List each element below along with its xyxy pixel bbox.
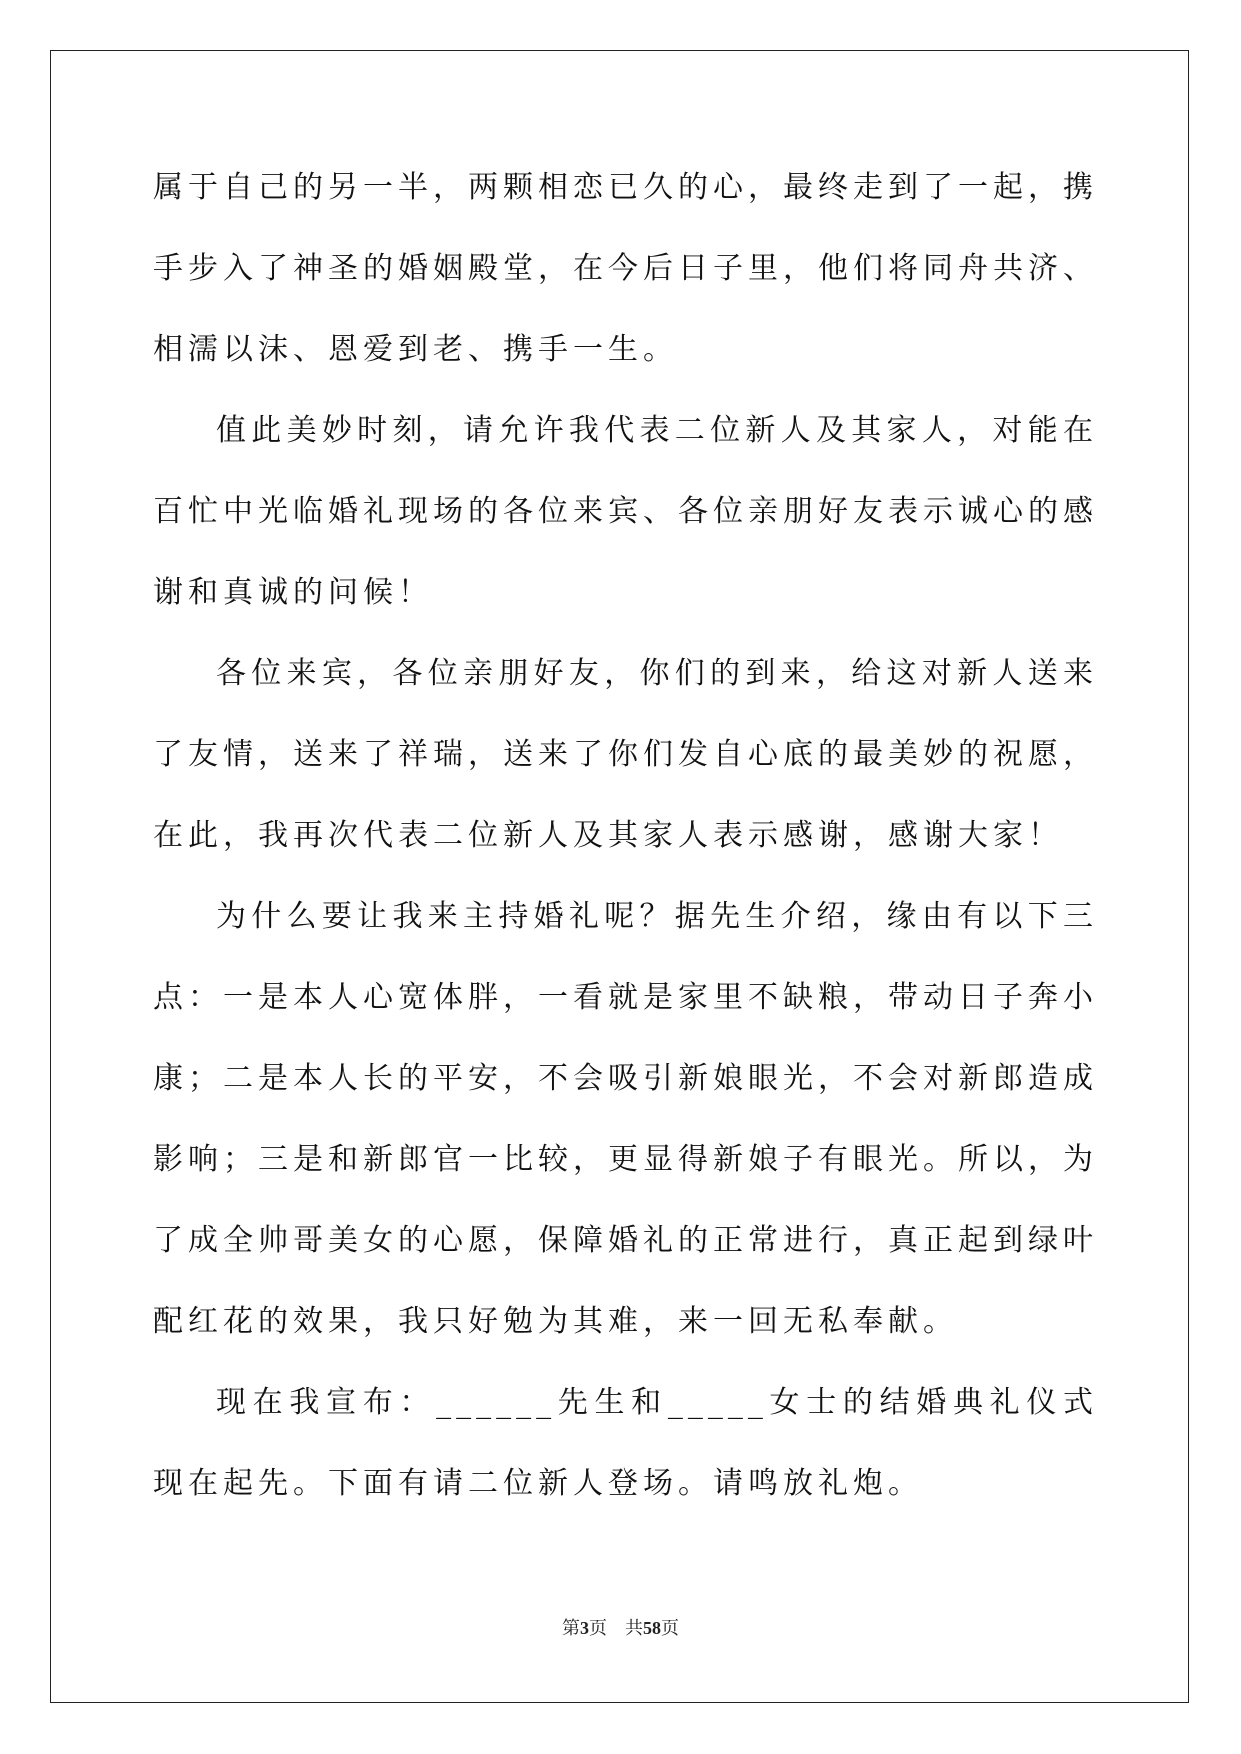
total-prefix: 共 xyxy=(625,1618,643,1639)
page-unit: 页 xyxy=(589,1618,607,1639)
paragraph-1: 属于自己的另一半，两颗相恋已久的心，最终走到了一起，携手步入了神圣的婚姻殿堂，在今后日子里，他们将同舟共济、相濡以沫、恩爱到老、携手一生。 xyxy=(153,170,1098,367)
paragraph-2: 值此美妙时刻，请允许我代表二位新人及其家人，对能在百忙中光临婚礼现场的各位来宾、各位亲朋好友表示诚心的感谢和真诚的问候！ xyxy=(153,413,1098,610)
total-unit: 页 xyxy=(661,1618,679,1639)
document-body xyxy=(153,147,1098,1524)
paragraph-3: 各位来宾，各位亲朋好友，你们的到来，给这对新人送来了友情，送来了祥瑞，送来了你们发自心底的最美妙的祝愿，在此，我再次代表二位新人及其家人表示感谢，感谢大家！ xyxy=(153,656,1098,853)
page-current: 3 xyxy=(580,1618,589,1638)
page-footer xyxy=(0,1616,1241,1641)
page-total: 58 xyxy=(643,1618,661,1638)
paragraph-5: 现在我宣布：______先生和_____女士的结婚典礼仪式现在起先。下面有请二位新人登场。请鸣放礼炮。 xyxy=(153,1385,1098,1501)
paragraph-4: 为什么要让我来主持婚礼呢？据先生介绍，缘由有以下三点：一是本人心宽体胖，一看就是家里不缺粮，带动日子奔小康；二是本人长的平安，不会吸引新娘眼光，不会对新郎造成影响；三是和新郎官一比较，更显得新娘子有眼光。所以，为了成全帅哥美女的心愿，保障婚礼的正常进行，真正起到绿叶配红花的效果，我只好勉为其难，来一回无私奉献。 xyxy=(153,899,1098,1339)
page-prefix: 第 xyxy=(562,1618,580,1639)
